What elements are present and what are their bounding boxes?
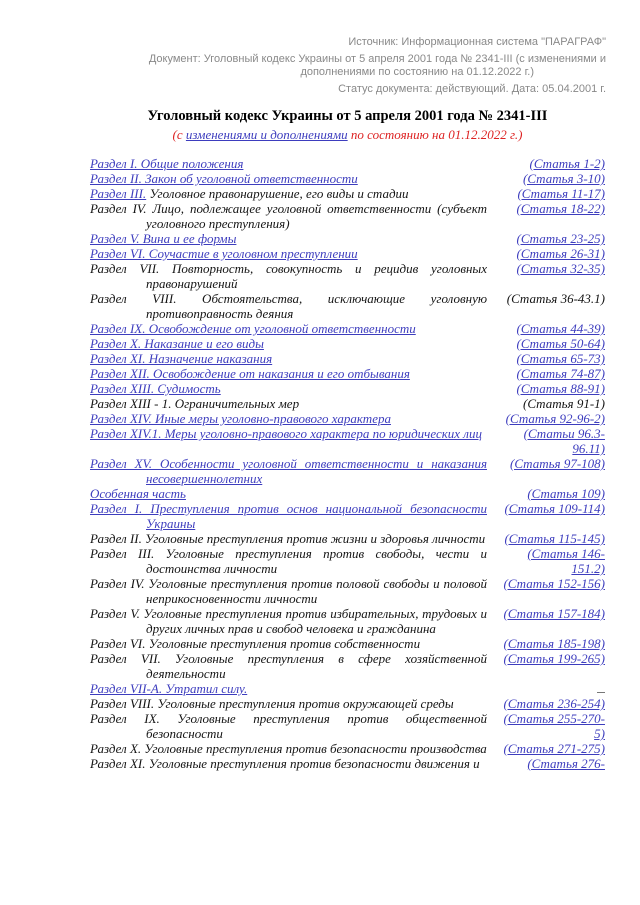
toc-row	[90, 696, 605, 711]
subtitle-suffix: по состоянию на 01.12.2022 г.)	[347, 127, 523, 142]
toc-row	[90, 501, 605, 531]
toc-section-title	[90, 681, 487, 696]
toc-section-link[interactable]: Раздел VII-А. Утратил силу.	[90, 681, 248, 696]
toc-section-link[interactable]: Раздел II. Закон об уголовной ответственности	[90, 171, 358, 186]
toc-row	[90, 756, 605, 771]
toc-section-title	[90, 246, 487, 261]
toc-article-ref: (Статья 91-1)	[523, 396, 605, 411]
toc-section-title	[90, 741, 487, 756]
toc-article-ref[interactable]: (Статья 97-108)	[510, 456, 605, 471]
toc-section-title	[90, 651, 487, 681]
toc-article-ref[interactable]: (Статья 50-64)	[516, 336, 605, 351]
toc-row	[90, 396, 605, 411]
toc-section-text: Раздел V. Уголовные преступления против избирательных, трудовых и других личных прав и свобод человека и гражданина	[90, 606, 487, 636]
toc-section-link[interactable]: Особенная часть	[90, 486, 186, 501]
toc-section-link[interactable]: Раздел XII. Освобождение от наказания и его отбывания	[90, 366, 410, 381]
toc-section-text: Раздел VI. Уголовные преступления против собственности	[90, 636, 421, 651]
header-source-line: Источник: Информационная система "ПАРАГРАФ"	[348, 36, 606, 48]
amendments-link[interactable]: изменениями и дополнениями	[185, 127, 348, 142]
toc-row	[90, 651, 605, 681]
toc-section-text: Раздел XIII - 1. Ограничительных мер	[90, 396, 300, 411]
toc-section-title	[90, 231, 487, 246]
toc-section-link[interactable]: Раздел XIV.1. Меры уголовно-правового характера по юридических лиц	[90, 426, 482, 441]
toc-article-ref[interactable]: (Статья 109-114)	[504, 501, 605, 516]
toc-ref-cell	[501, 336, 605, 351]
toc-article-ref[interactable]: (Статья 157-184)	[503, 606, 605, 621]
toc-row	[90, 576, 605, 606]
toc-ref-cell	[501, 756, 605, 771]
toc-section-text: Уголовное правонарушение, его виды и стадии	[146, 186, 409, 201]
toc-ref-cell	[501, 531, 605, 546]
toc-row	[90, 321, 605, 336]
toc-ref-cell	[501, 261, 605, 291]
toc-ref-cell	[501, 366, 605, 381]
toc-section-title	[90, 531, 487, 546]
toc-section-text: Раздел IV. Уголовные преступления против половой свободы и половой неприкосновенности личности	[90, 576, 487, 606]
toc-section-title	[90, 606, 487, 636]
table-of-contents	[90, 156, 605, 771]
toc-section-link[interactable]: Раздел IX. Освобождение от уголовной ответственности	[90, 321, 416, 336]
toc-section-text: Раздел VIII. Обстоятельства, исключающие уголовную противоправность деяния	[90, 291, 487, 321]
toc-ref-cell	[501, 681, 605, 696]
toc-row	[90, 156, 605, 171]
toc-ref-cell	[501, 606, 605, 636]
toc-section-link[interactable]: Раздел XI. Назначение наказания	[90, 351, 273, 366]
header-status-line: Статус документа: действующий. Дата: 05.04.2001 г.	[338, 83, 606, 95]
toc-article-ref[interactable]: (Статья 109)	[527, 486, 605, 501]
toc-section-title	[90, 396, 487, 411]
toc-article-ref[interactable]: (Статья 92-96-2)	[505, 411, 605, 426]
toc-section-text: Раздел VII. Повторность, совокупность и рецидив уголовных правонарушений	[90, 261, 487, 291]
toc-ref-cell	[501, 171, 605, 186]
toc-row	[90, 171, 605, 186]
toc-ref-cell	[501, 426, 605, 456]
toc-article-ref: (Статья 36-43.1)	[506, 291, 605, 306]
toc-ref-cell	[501, 636, 605, 651]
toc-ref-cell	[501, 246, 605, 261]
toc-section-title	[90, 546, 487, 576]
toc-article-ref[interactable]: (Статья 276-	[527, 756, 605, 771]
toc-article-ref[interactable]: (Статья 26-31)	[516, 246, 605, 261]
toc-ref-cell	[501, 231, 605, 246]
toc-section-title	[90, 381, 487, 396]
toc-section-title	[90, 501, 487, 531]
toc-row	[90, 201, 605, 231]
toc-row	[90, 456, 605, 486]
toc-ref-cell	[501, 711, 605, 741]
toc-article-ref[interactable]: (Статья 185-198)	[503, 636, 605, 651]
toc-section-title	[90, 171, 487, 186]
toc-ref-cell	[501, 156, 605, 171]
toc-ref-cell	[501, 291, 605, 321]
toc-section-title	[90, 156, 487, 171]
toc-row	[90, 636, 605, 651]
toc-row	[90, 711, 605, 741]
toc-row	[90, 531, 605, 546]
toc-row	[90, 186, 605, 201]
toc-article-ref[interactable]: (Статья 32-35)	[516, 261, 605, 276]
toc-row	[90, 261, 605, 291]
toc-article-ref[interactable]: (Статья 146-151.2)	[527, 546, 605, 576]
toc-section-title	[90, 336, 487, 351]
toc-row	[90, 336, 605, 351]
toc-section-title	[90, 411, 487, 426]
subtitle-prefix: (с	[172, 127, 186, 142]
toc-ref-cell	[501, 351, 605, 366]
toc-article-ref[interactable]: (Статья 23-25)	[516, 231, 605, 246]
toc-section-text: Раздел VII. Уголовные преступления в сфере хозяйственной деятельности	[90, 651, 487, 681]
toc-ref-cell	[501, 576, 605, 606]
toc-ref-cell	[501, 546, 605, 576]
toc-row	[90, 426, 605, 456]
toc-section-title	[90, 756, 487, 771]
toc-section-text: Раздел III. Уголовные преступления против свободы, чести и достоинства личности	[90, 546, 487, 576]
toc-ref-cell	[501, 381, 605, 396]
header-document-line-2: дополнениями по состоянию на 01.12.2022 г.)	[300, 66, 534, 78]
toc-section-title	[90, 456, 487, 486]
toc-section-text: Раздел IX. Уголовные преступления против общественной безопасности	[90, 711, 487, 741]
toc-ref-cell	[501, 321, 605, 336]
document-header	[0, 0, 640, 96]
toc-section-title	[90, 486, 487, 501]
toc-article-ref[interactable]: (Статья 199-265)	[503, 651, 605, 666]
toc-row	[90, 606, 605, 636]
toc-ref-cell	[501, 456, 605, 486]
toc-ref-cell	[501, 501, 605, 531]
toc-row	[90, 546, 605, 576]
toc-article-ref[interactable]: (Статья 65-73)	[516, 351, 605, 366]
toc-ref-cell	[501, 396, 605, 411]
toc-section-link[interactable]: Раздел III.	[90, 186, 147, 201]
toc-section-link[interactable]: Раздел I. Общие положения	[90, 156, 244, 171]
toc-article-ref[interactable]: (Статья 44-39)	[516, 321, 605, 336]
toc-section-title	[90, 711, 487, 741]
toc-article-ref[interactable]: (Статья 152-156)	[503, 576, 605, 591]
toc-row	[90, 681, 605, 696]
toc-article-ref[interactable]: (Статья 88-91)	[516, 381, 605, 396]
toc-ref-cell	[501, 186, 605, 201]
header-document-line-1: Документ: Уголовный кодекс Украины от 5 апреля 2001 года № 2341-III (с изменениями и	[148, 53, 606, 65]
toc-ref-cell	[501, 486, 605, 501]
toc-ref-cell	[501, 201, 605, 231]
toc-section-link[interactable]: Раздел XIII. Судимость	[90, 381, 221, 396]
toc-article-ref[interactable]: (Статья 255-270-5)	[503, 711, 605, 741]
toc-section-title	[90, 696, 487, 711]
toc-section-text: Раздел II. Уголовные преступления против жизни и здоровья личности	[90, 531, 486, 546]
toc-ref-cell	[501, 741, 605, 756]
toc-article-ref[interactable]: (Статья 271-275)	[503, 741, 605, 756]
toc-row	[90, 741, 605, 756]
toc-section-title	[90, 186, 487, 201]
toc-row	[90, 486, 605, 501]
amendments-subtitle	[90, 127, 605, 142]
toc-row	[90, 246, 605, 261]
toc-article-ref[interactable]: (Статья 74-87)	[516, 366, 605, 381]
toc-section-title	[90, 261, 487, 291]
toc-row	[90, 411, 605, 426]
toc-article-ref[interactable]: (Статья 3-10)	[523, 171, 605, 186]
toc-article-ref[interactable]: (Статья 236-254)	[503, 696, 605, 711]
document-content	[90, 108, 605, 771]
toc-section-title	[90, 426, 487, 456]
toc-ref-cell	[501, 411, 605, 426]
toc-section-text: Раздел XI. Уголовные преступления против безопасности движения и	[90, 756, 480, 771]
toc-article-ref[interactable]: (Статья 11-17)	[517, 186, 605, 201]
toc-section-title	[90, 366, 487, 381]
toc-section-link[interactable]: Раздел VI. Соучастие в уголовном преступлении	[90, 246, 358, 261]
toc-section-title	[90, 201, 487, 231]
toc-section-link[interactable]: Раздел X. Наказание и его виды	[90, 336, 264, 351]
page-title: Уголовный кодекс Украины от 5 апреля 2001 года № 2341-III	[147, 108, 548, 124]
toc-ref-cell	[501, 696, 605, 711]
toc-ref-cell	[501, 651, 605, 681]
toc-section-title	[90, 636, 487, 651]
toc-article-ref[interactable]: (Статьи 96.3-96.11)	[523, 426, 605, 456]
toc-section-text: Раздел X. Уголовные преступления против безопасности производства	[90, 741, 487, 756]
toc-section-text: Раздел IV. Лицо, подлежащее уголовной ответственности (субъект уголовного преступления)	[90, 201, 487, 231]
toc-section-title	[90, 351, 487, 366]
toc-empty-ref-mark	[597, 682, 605, 693]
toc-row	[90, 291, 605, 321]
toc-section-link[interactable]: Раздел XIV. Иные меры уголовно-правового характера	[90, 411, 391, 426]
toc-article-ref[interactable]: (Статья 115-145)	[504, 531, 605, 546]
toc-section-link[interactable]: Раздел V. Вина и ее формы	[90, 231, 237, 246]
toc-row	[90, 381, 605, 396]
toc-row	[90, 231, 605, 246]
toc-section-text: Раздел VIII. Уголовные преступления против окружающей среды	[90, 696, 454, 711]
toc-article-ref[interactable]: (Статья 18-22)	[516, 201, 605, 216]
toc-section-title	[90, 576, 487, 606]
toc-section-link[interactable]: Раздел XV. Особенности уголовной ответственности и наказания несовершеннолетних	[90, 456, 487, 486]
toc-row	[90, 366, 605, 381]
toc-section-link[interactable]: Раздел I. Преступления против основ национальной безопасности Украины	[90, 501, 487, 531]
toc-article-ref[interactable]: (Статья 1-2)	[529, 156, 605, 171]
toc-section-title	[90, 321, 487, 336]
toc-row	[90, 351, 605, 366]
toc-section-title	[90, 291, 487, 321]
